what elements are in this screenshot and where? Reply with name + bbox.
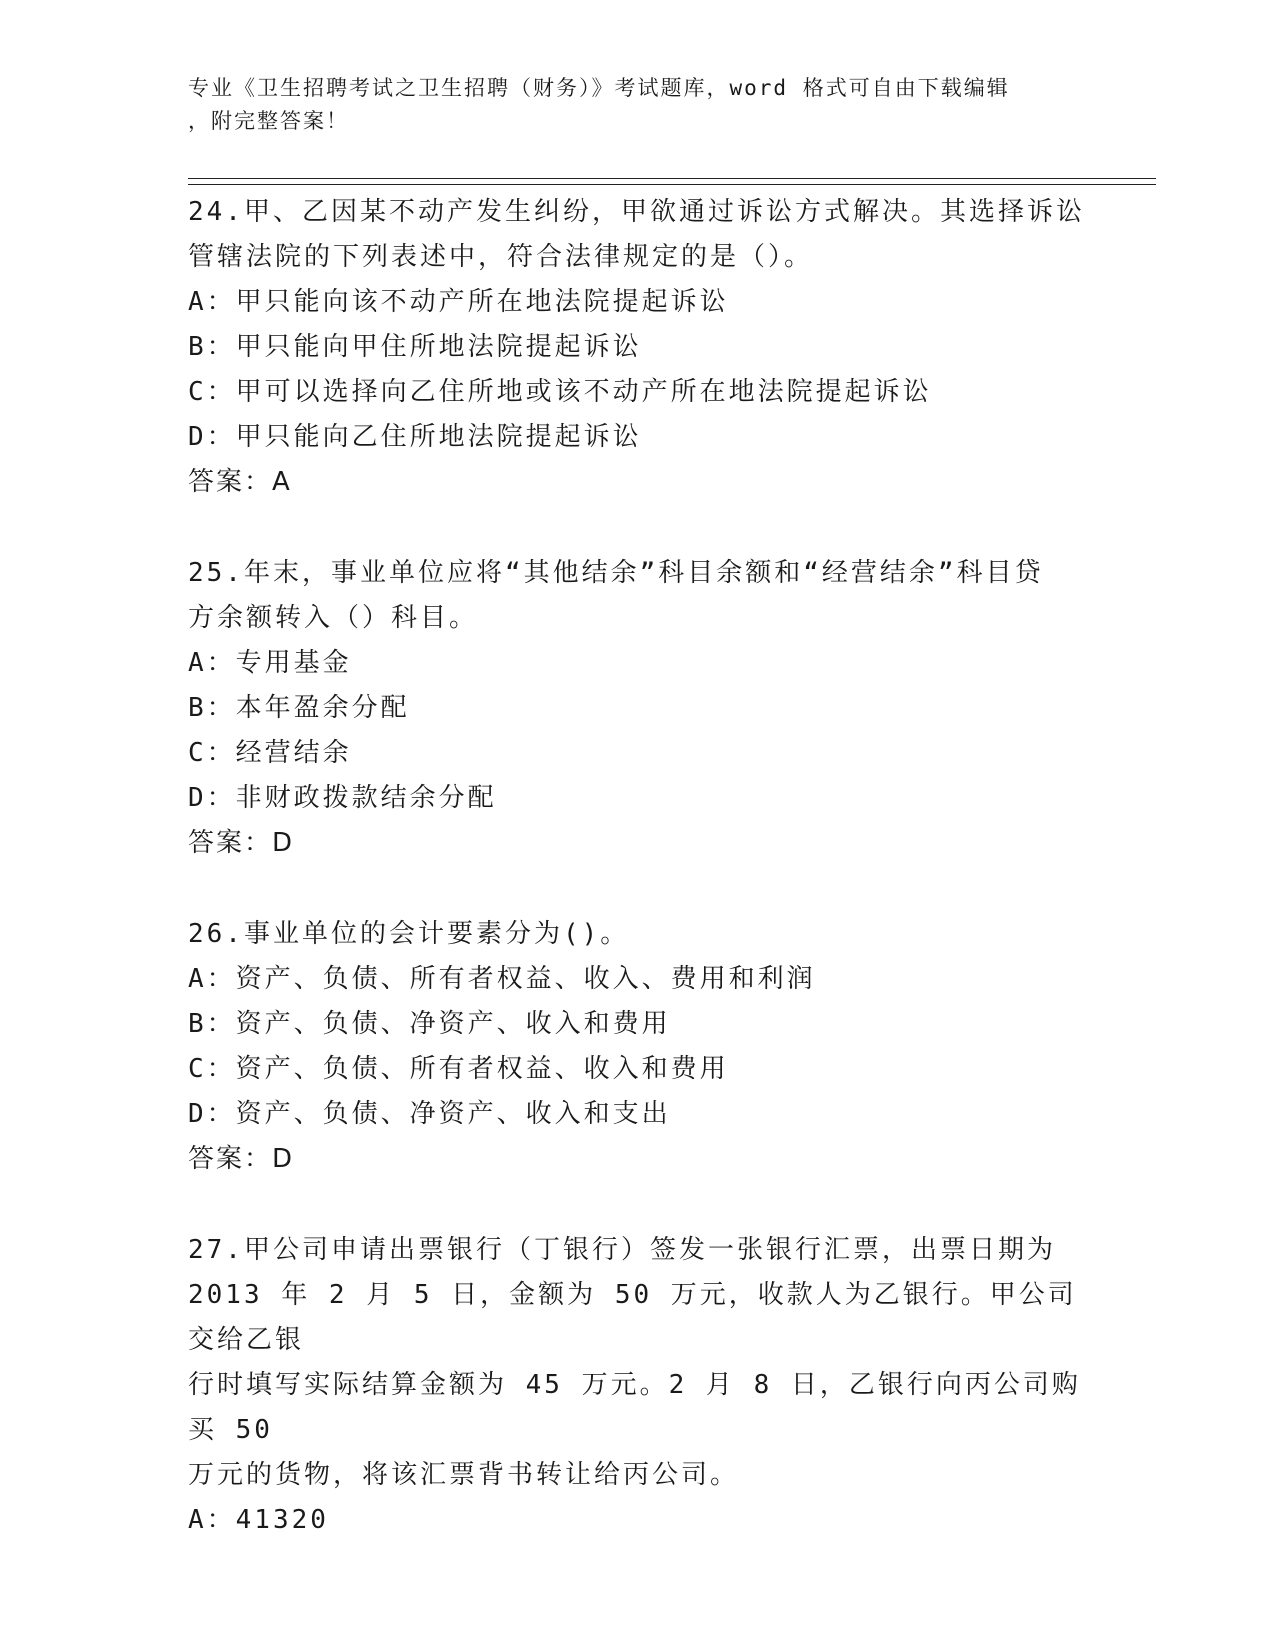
option-a: A：41320 [188,1505,329,1535]
question-list [188,190,1088,1589]
question-stem-line: 方余额转入（）科目。 [188,603,479,633]
header-divider-top [188,178,1156,179]
option-c: C：资产、负债、所有者权益、收入和费用 [188,1054,729,1084]
option-a: A：资产、负债、所有者权益、收入、费用和利润 [188,964,816,994]
answer-line: 答案：D [188,828,295,858]
document-header [188,72,1088,138]
answer-line: 答案：D [188,1144,295,1174]
question-stem-line: 管辖法院的下列表述中，符合法律规定的是（）。 [188,242,814,272]
question-stem-line: 27.甲公司申请出票银行（丁银行）签发一张银行汇票，出票日期为 [188,1235,1056,1265]
question-24 [188,190,1088,505]
option-d: D：非财政拨款结余分配 [188,783,497,813]
question-stem-line: 行时填写实际结算金额为 45 万元。2 月 8 日，乙银行向丙公司购买 50 [188,1370,1081,1445]
question-stem-line: 2013 年 2 月 5 日，金额为 50 万元，收款人为乙银行。甲公司交给乙银 [188,1280,1077,1355]
option-b: B：资产、负债、净资产、收入和费用 [188,1009,671,1039]
question-stem-line: 24.甲、乙因某不动产发生纠纷，甲欲通过诉讼方式解决。其选择诉讼 [188,197,1085,227]
option-a: A：甲只能向该不动产所在地法院提起诉讼 [188,287,729,317]
question-stem-line: 25.年末，事业单位应将“其他结余”科目余额和“经营结余”科目贷 [188,558,1044,588]
question-stem-line: 26.事业单位的会计要素分为()。 [188,919,630,949]
header-line-1: 专业《卫生招聘考试之卫生招聘（财务）》考试题库，word 格式可自由下载编辑 [188,76,1010,100]
option-c: C：经营结余 [188,738,352,768]
option-c: C：甲可以选择向乙住所地或该不动产所在地法院提起诉讼 [188,377,932,407]
option-b: B：本年盈余分配 [188,693,410,723]
answer-line: 答案：A [188,467,292,497]
option-b: B：甲只能向甲住所地法院提起诉讼 [188,332,642,362]
question-26 [188,912,1088,1182]
question-stem-line: 万元的货物，将该汇票背书转让给丙公司。 [188,1460,740,1490]
option-d: D：甲只能向乙住所地法院提起诉讼 [188,422,642,452]
option-d: D：资产、负债、净资产、收入和支出 [188,1099,671,1129]
question-27 [188,1228,1088,1543]
option-a: A：专用基金 [188,648,352,678]
header-divider-bottom [188,184,1156,185]
question-25 [188,551,1088,866]
header-line-2: ，附完整答案！ [188,109,349,133]
